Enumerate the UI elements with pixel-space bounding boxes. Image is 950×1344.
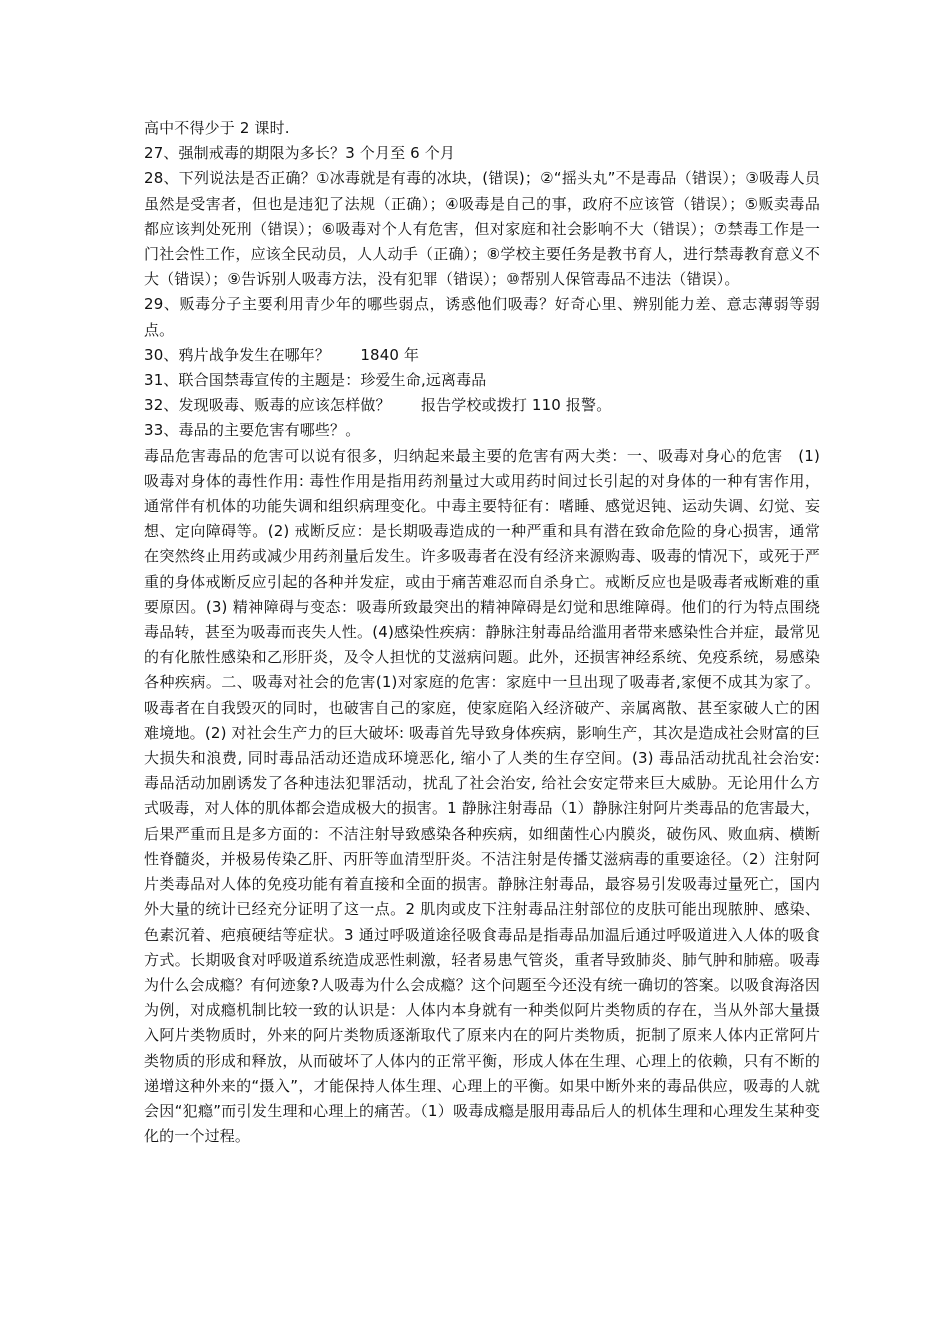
paragraph-q29: 29、贩毒分子主要利用青少年的哪些弱点，诱惑他们吸毒？好奇心里、辨别能力差、意志薄弱等弱点。: [144, 295, 820, 339]
paragraph-q27: 27、强制戒毒的期限为多长？3 个月至 6 个月: [144, 144, 456, 163]
paragraph-q32: 32、发现吸毒、贩毒的应该怎样做？ 报告学校或拨打 110 报警。: [144, 396, 612, 415]
paragraph-q28: 28、下列说法是否正确？①冰毒就是有毒的冰块，(错误)；②“摇头丸”不是毒品（错误）；③吸毒人员虽然是受害者，但也是违犯了法规（正确）；④吸毒是自己的事，政府不应该管（错误）；⑤贩卖毒品都应该判处死刑（错误）；⑥吸毒对个人有危害，但对家庭和社会影响不大（错误）；⑦禁毒工作是一门社会性工作，应该全民动员，人人动手（正确）；⑧学校主要任务是教书育人，进行禁毒教育意义不大（错误）；⑨告诉别人吸毒方法，没有犯罪（错误）；⑩帮别人保管毒品不违法（错误）。: [144, 169, 820, 289]
paragraph-q33: 33、毒品的主要危害有哪些？。: [144, 421, 361, 440]
document-body: [144, 116, 820, 1149]
paragraph-class-hours: 高中不得少于 2 课时.: [144, 119, 290, 137]
paragraph-q31: 31、联合国禁毒宣传的主题是：珍爱生命,远离毒品: [144, 371, 487, 390]
paragraph-drug-harms: 毒品危害毒品的危害可以说有很多，归纳起来最主要的危害有两大类：一、吸毒对身心的危害 (1) 吸毒对身体的毒性作用: 毒性作用是指用药剂量过大或用药时间过长引起的对身体的一种有害作用，通常伴有机体的功能失调和组织病理变化。中毒主要特征有：嗜睡、感觉迟钝、运动失调、幻觉、妄想、定向障碍等。(2) 戒断反应：是长期吸毒造成的一种严重和具有潜在致命危险的身心损害，通常在突然终止用药或减少用药剂量后发生。许多吸毒者在没有经济来源购毒、吸毒的情况下，或死于严重的身体戒断反应引起的各种并发症，或由于痛苦难忍而自杀身亡。戒断反应也是吸毒者戒断难的重要原因。(3) 精神障碍与变态：吸毒所致最突出的精神障碍是幻觉和思维障碍。他们的行为特点围绕毒品转，甚至为吸毒而丧失人性。(4)感染性疾病：静脉注射毒品给滥用者带来感染性合并症，最常见的有化脓性感染和乙形肝炎，及令人担忧的艾滋病问题。此外，还损害神经系统、免疫系统，易感染各种疾病。二、吸毒对社会的危害(1)对家庭的危害：家庭中一旦出现了吸毒者,家便不成其为家了。吸毒者在自我毁灭的同时，也破害自己的家庭，使家庭陷入经济破产、亲属离散、甚至家破人亡的困难境地。(2) 对社会生产力的巨大破坏: 吸毒首先导致身体疾病，影响生产，其次是造成社会财富的巨大损失和浪费, 同时毒品活动还造成环境恶化, 缩小了人类的生存空间。(3) 毒品活动扰乱社会治安: 毒品活动加剧诱发了各种违法犯罪活动，扰乱了社会治安, 给社会安定带来巨大威胁。无论用什么方式吸毒，对人体的肌体都会造成极大的损害。1 静脉注射毒品（1）静脉注射阿片类毒品的危害最大，后果严重而且是多方面的：不洁注射导致感染各种疾病，如细菌性心内膜炎，破伤风、败血病、横断性脊髓炎，并极易传染乙肝、丙肝等血清型肝炎。不洁注射是传播艾滋病毒的重要途径。（2）注射阿片类毒品对人体的免疫功能有着直接和全面的损害。静脉注射毒品，最容易引发吸毒过量死亡，国内外大量的统计已经充分证明了这一点。2 肌肉或皮下注射毒品注射部位的皮肤可能出现脓肿、感染、色素沉着、疤痕硬结等症状。3 通过呼吸道途径吸食毒品是指毒品加温后通过呼吸道进入人体的吸食方式。长期吸食对呼吸道系统造成恶性刺激，轻者易患气管炎，重者导致肺炎、肺气肿和肺癌。吸毒为什么会成瘾？有何迹象?人吸毒为什么会成瘾？这个问题至今还没有统一确切的答案。以吸食海洛因为例，对成瘾机制比较一致的认识是：人体内本身就有一种类似阿片类物质的存在，当从外部大量摄入阿片类物质时，外来的阿片类物质逐渐取代了原来内在的阿片类物质，扼制了原来人体内正常阿片类物质的形成和释放，从而破坏了人体内的正常平衡，形成人体在生理、心理上的依赖，只有不断的递增这种外来的“摄入”，才能保持人体生理、心理上的平衡。如果中断外来的毒品供应，吸毒的人就会因“犯瘾”而引发生理和心理上的痛苦。（1）吸毒成瘾是服用毒品后人的机体生理和心理发生某种变化的一个过程。: [144, 446, 820, 1146]
paragraph-q30: 30、鸦片战争发生在哪年？ 1840 年: [144, 345, 420, 364]
